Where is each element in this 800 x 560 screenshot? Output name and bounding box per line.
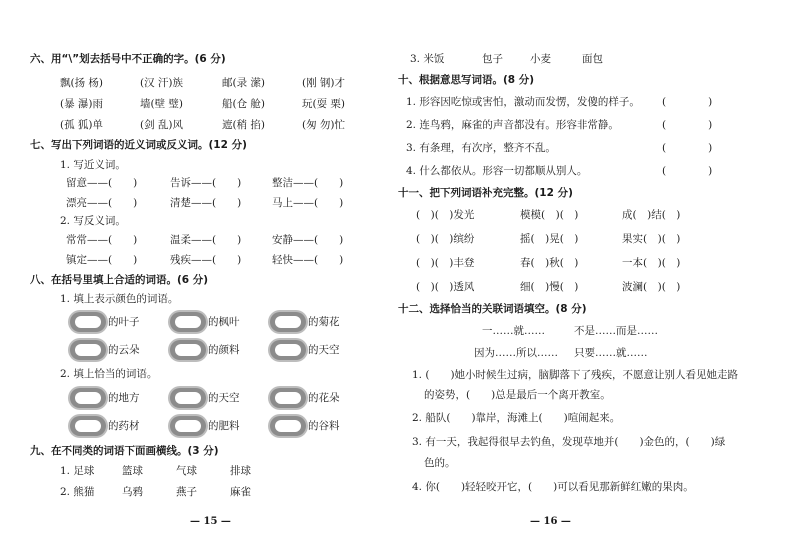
blank-cloud-box[interactable] <box>170 312 206 332</box>
blank-cloud-box[interactable] <box>270 416 306 436</box>
s7-item: 马上——( ) <box>272 197 344 209</box>
conjunction-pair: 一……就…… <box>482 325 545 337</box>
blank-cloud-box[interactable] <box>270 388 306 408</box>
s10-item: 2. 连鸟鸦，麻雀的声音都没有。形容非常静。 <box>406 119 619 131</box>
s11-item: 模模( )( ) <box>520 209 579 221</box>
s9-item: 小麦 <box>530 53 551 65</box>
s9-item: 麻雀 <box>230 486 251 498</box>
s8-item: 的药材 <box>108 420 140 432</box>
s6-item: (匆 勿)忙 <box>302 119 346 131</box>
s7-item: 轻快——( ) <box>272 254 344 266</box>
answer-blank[interactable]: ( ) <box>662 142 713 154</box>
s6-item: 玩(耍 栗) <box>302 98 346 110</box>
s7-item: 留意——( ) <box>66 177 138 189</box>
s8-sub2: 2. 填上恰当的词语。 <box>60 368 158 380</box>
s7-sub1: 1. 写近义词。 <box>60 159 126 171</box>
s7-item: 清楚——( ) <box>170 197 242 209</box>
answer-blank[interactable]: ( ) <box>662 165 713 177</box>
s8-item: 的叶子 <box>108 316 140 328</box>
conjunction-pair: 只要……就…… <box>574 347 648 359</box>
s6-item: 船(仓 舱) <box>222 98 266 110</box>
s7-item: 漂亮——( ) <box>66 197 138 209</box>
s11-item: 摇( )晃( ) <box>520 233 579 245</box>
s9-item: 排球 <box>230 465 251 477</box>
s11-item: ( )( )透风 <box>416 281 475 293</box>
blank-cloud-box[interactable] <box>270 340 306 360</box>
s6-item: (暴 瀑)雨 <box>60 98 104 110</box>
s12-question: 2. 船队( )靠岸，海滩上( )喧闹起来。 <box>412 412 621 424</box>
answer-blank[interactable]: ( ) <box>662 96 713 108</box>
s6-item: (汉 汗)族 <box>140 77 184 89</box>
page-number: — 15 — <box>190 516 231 527</box>
s11-item: 细( )慢( ) <box>520 281 579 293</box>
s12-question: 的姿势，( )总是最后一个离开教室。 <box>424 389 611 401</box>
blank-cloud-box[interactable] <box>170 416 206 436</box>
s9-item: 3. 米饭 <box>410 53 445 65</box>
section-12-title: 十二、选择恰当的关联词语填空。(8 分) <box>398 303 587 315</box>
blank-cloud-box[interactable] <box>170 388 206 408</box>
conjunction-pair: 不是……而是…… <box>574 325 658 337</box>
s8-item: 的肥料 <box>208 420 240 432</box>
s9-item: 燕子 <box>176 486 197 498</box>
s7-item: 告诉——( ) <box>170 177 242 189</box>
section-8-title: 八、在括号里填上合适的词语。(6 分) <box>30 274 209 286</box>
s8-item: 的花朵 <box>308 392 340 404</box>
s12-question: 1. ( )她小时候生过病，脑脚落下了残疾，不愿意让别人看见她走路 <box>412 369 739 381</box>
page-number: — 16 — <box>530 516 571 527</box>
s7-item: 常常——( ) <box>66 234 138 246</box>
s8-item: 的谷料 <box>308 420 340 432</box>
blank-cloud-box[interactable] <box>170 340 206 360</box>
s8-item: 的地方 <box>108 392 140 404</box>
s7-item: 整洁——( ) <box>272 177 344 189</box>
s9-item: 气球 <box>176 465 197 477</box>
s8-sub1: 1. 填上表示颜色的词语。 <box>60 293 179 305</box>
s10-item: 1. 形容因吃惊或害怕，激动而发愣，发傻的样子。 <box>406 96 640 108</box>
s6-item: (刚 钢)才 <box>302 77 346 89</box>
s11-item: 一本( )( ) <box>622 257 681 269</box>
s9-item: 篮球 <box>122 465 143 477</box>
section-6-title: 六、用“\”划去括号中不正确的字。(6 分) <box>30 53 226 65</box>
s11-item: 果实( )( ) <box>622 233 681 245</box>
s9-item: 面包 <box>582 53 603 65</box>
section-10-title: 十、根据意思写词语。(8 分) <box>398 74 535 86</box>
s11-item: 波澜( )( ) <box>622 281 681 293</box>
s7-item: 残疾——( ) <box>170 254 242 266</box>
s11-item: ( )( )发光 <box>416 209 475 221</box>
s10-item: 4. 什么都依从。形容一切都顺从别人。 <box>406 165 588 177</box>
section-11-title: 十一、把下列词语补充完整。(12 分) <box>398 187 573 199</box>
answer-blank[interactable]: ( ) <box>662 119 713 131</box>
s11-item: ( )( )缤纷 <box>416 233 475 245</box>
s11-item: ( )( )丰登 <box>416 257 475 269</box>
s7-item: 镇定——( ) <box>66 254 138 266</box>
s6-item: (剑 乱)风 <box>140 119 184 131</box>
s6-item: 飘(扬 杨) <box>60 77 104 89</box>
s6-item: 墙(壁 璧) <box>140 98 184 110</box>
s12-question: 3. 有一天，我起得很早去钓鱼，发现草地并( )金色的，( )绿 <box>412 436 726 448</box>
s8-item: 的云朵 <box>108 344 140 356</box>
s9-item: 2. 熊猫 <box>60 486 95 498</box>
s11-item: 春( )秋( ) <box>520 257 579 269</box>
blank-cloud-box[interactable] <box>70 312 106 332</box>
s12-question: 4. 你( )轻轻咬开它，( )可以看见那新鲜红嫩的果肉。 <box>412 481 694 493</box>
s11-item: 成( )结( ) <box>622 209 681 221</box>
conjunction-pair: 因为……所以…… <box>474 347 558 359</box>
s10-item: 3. 有条理，有次序，整齐不乱。 <box>406 142 556 154</box>
blank-cloud-box[interactable] <box>70 340 106 360</box>
s9-item: 包子 <box>482 53 503 65</box>
section-7-title: 七、写出下列词语的近义词或反义词。(12 分) <box>30 139 247 151</box>
s7-item: 温柔——( ) <box>170 234 242 246</box>
s8-item: 的天空 <box>308 344 340 356</box>
s9-item: 乌鸦 <box>122 486 143 498</box>
s8-item: 的枫叶 <box>208 316 240 328</box>
s7-item: 安静——( ) <box>272 234 344 246</box>
blank-cloud-box[interactable] <box>270 312 306 332</box>
s6-item: 遮(稍 掐) <box>222 119 266 131</box>
s8-item: 的颜料 <box>208 344 240 356</box>
s12-question: 色的。 <box>424 457 456 469</box>
s9-item: 1. 足球 <box>60 465 95 477</box>
section-9-title: 九、在不同类的词语下面画横线。(3 分) <box>30 445 219 457</box>
s6-item: (孤 狐)单 <box>60 119 104 131</box>
s8-item: 的菊花 <box>308 316 340 328</box>
s6-item: 邮(录 潆) <box>222 77 266 89</box>
s7-sub2: 2. 写反义词。 <box>60 215 126 227</box>
s8-item: 的天空 <box>208 392 240 404</box>
blank-cloud-box[interactable] <box>70 416 106 436</box>
blank-cloud-box[interactable] <box>70 388 106 408</box>
